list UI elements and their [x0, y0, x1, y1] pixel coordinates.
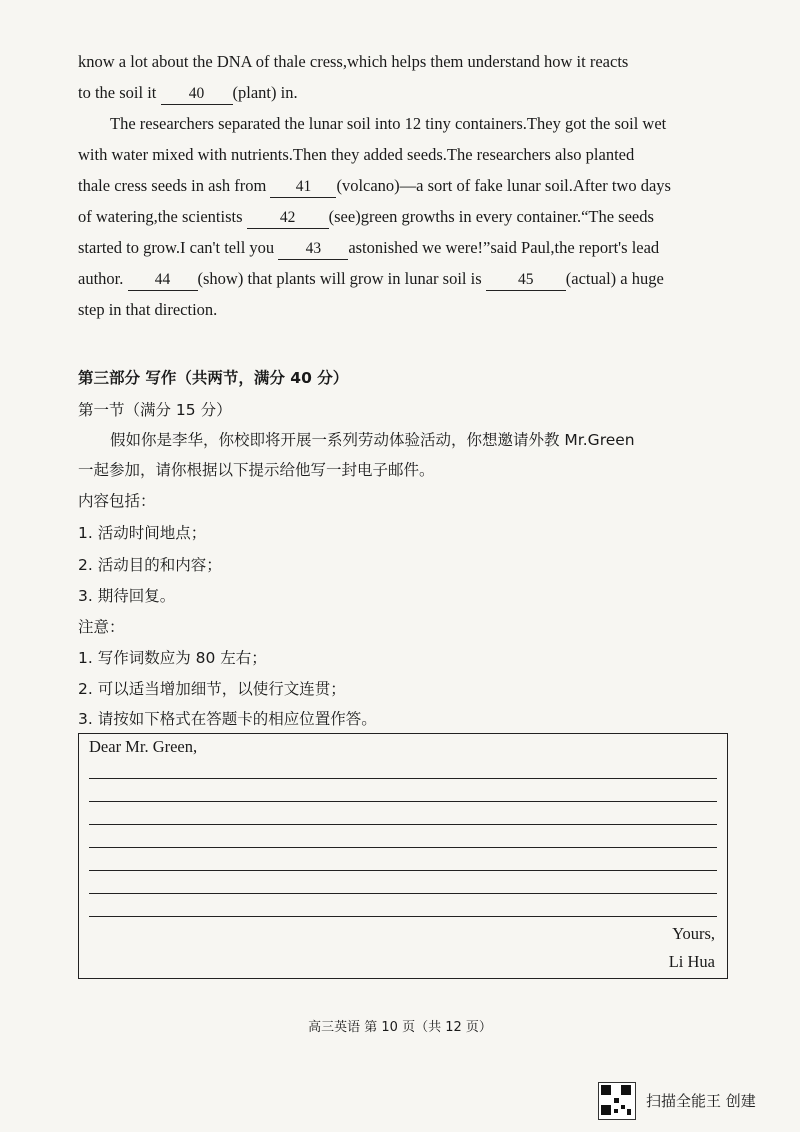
passage-fragment: of watering,the scientists — [78, 207, 243, 226]
blank-42: 42 — [247, 208, 329, 229]
qr-code-icon — [598, 1082, 636, 1120]
passage-fragment: (volcano)—a sort of fake lunar soil.After two days — [336, 176, 671, 195]
passage-line — [78, 201, 730, 232]
content-item: 3. 期待回复。 — [78, 587, 176, 605]
passage-fragment: author. — [78, 269, 124, 288]
writing-line — [89, 847, 717, 848]
passage-text — [78, 46, 730, 325]
letter-closing: Yours, — [672, 924, 715, 943]
passage-line — [78, 232, 730, 263]
passage-fragment: to the soil it — [78, 83, 157, 102]
passage-line: step in that direction. — [78, 300, 218, 319]
letter-greeting: Dear Mr. Green, — [89, 737, 198, 756]
content-header: 内容包括： — [78, 492, 156, 510]
prompt-line: 一起参加，请你根据以下提示给他写一封电子邮件。 — [78, 461, 435, 479]
passage-line — [78, 77, 730, 108]
passage-line — [78, 170, 730, 201]
passage-fragment: thale cress seeds in ash from — [78, 176, 267, 195]
prompt-line: 假如你是李华，你校即将开展一系列劳动体验活动，你想邀请外教 Mr.Green — [110, 431, 635, 449]
passage-fragment: (plant) in. — [232, 83, 298, 102]
note-item: 2. 可以适当增加细节，以使行文连贯； — [78, 680, 346, 698]
writing-line — [89, 870, 717, 871]
blank-44: 44 — [128, 270, 198, 291]
passage-line: with water mixed with nutrients.Then they added seeds.The researchers also planted — [78, 145, 635, 164]
blank-40: 40 — [161, 84, 233, 105]
note-item: 1. 写作词数应为 80 左右； — [78, 649, 267, 667]
passage-line: know a lot about the DNA of thale cress,which helps them understand how it reacts — [78, 52, 629, 71]
passage-line — [78, 263, 730, 294]
writing-line — [89, 824, 717, 825]
page-footer: 高三英语 第 10 页（共 12 页） — [308, 1020, 492, 1035]
passage-fragment: (see)green growths in every container.“The seeds — [328, 207, 654, 226]
content-item: 1. 活动时间地点； — [78, 524, 207, 542]
passage-fragment: (show) that plants will grow in lunar soil is — [197, 269, 482, 288]
blank-45: 45 — [486, 270, 566, 291]
writing-line — [89, 801, 717, 802]
part-title: 第三部分 写作（共两节，满分 40 分） — [78, 369, 349, 387]
passage-line: The researchers separated the lunar soil into 12 tiny containers.They got the soil wet — [110, 114, 667, 133]
content-item: 2. 活动目的和内容； — [78, 556, 222, 574]
blank-43: 43 — [278, 239, 348, 260]
passage-fragment: (actual) a huge — [565, 269, 664, 288]
letter-answer-box — [78, 733, 728, 979]
blank-41: 41 — [270, 177, 336, 198]
writing-line — [89, 778, 717, 779]
notes-header: 注意： — [78, 618, 125, 636]
writing-line — [89, 916, 717, 917]
passage-fragment: started to grow.I can't tell you — [78, 238, 275, 257]
writing-line — [89, 893, 717, 894]
letter-signature: Li Hua — [668, 952, 715, 971]
note-item: 3. 请按如下格式在答题卡的相应位置作答。 — [78, 710, 377, 728]
section-title: 第一节（满分 15 分） — [78, 401, 232, 419]
scanner-watermark: 扫描全能王 创建 — [646, 1092, 756, 1110]
passage-fragment: astonished we were!”said Paul,the report's lead — [348, 238, 660, 257]
